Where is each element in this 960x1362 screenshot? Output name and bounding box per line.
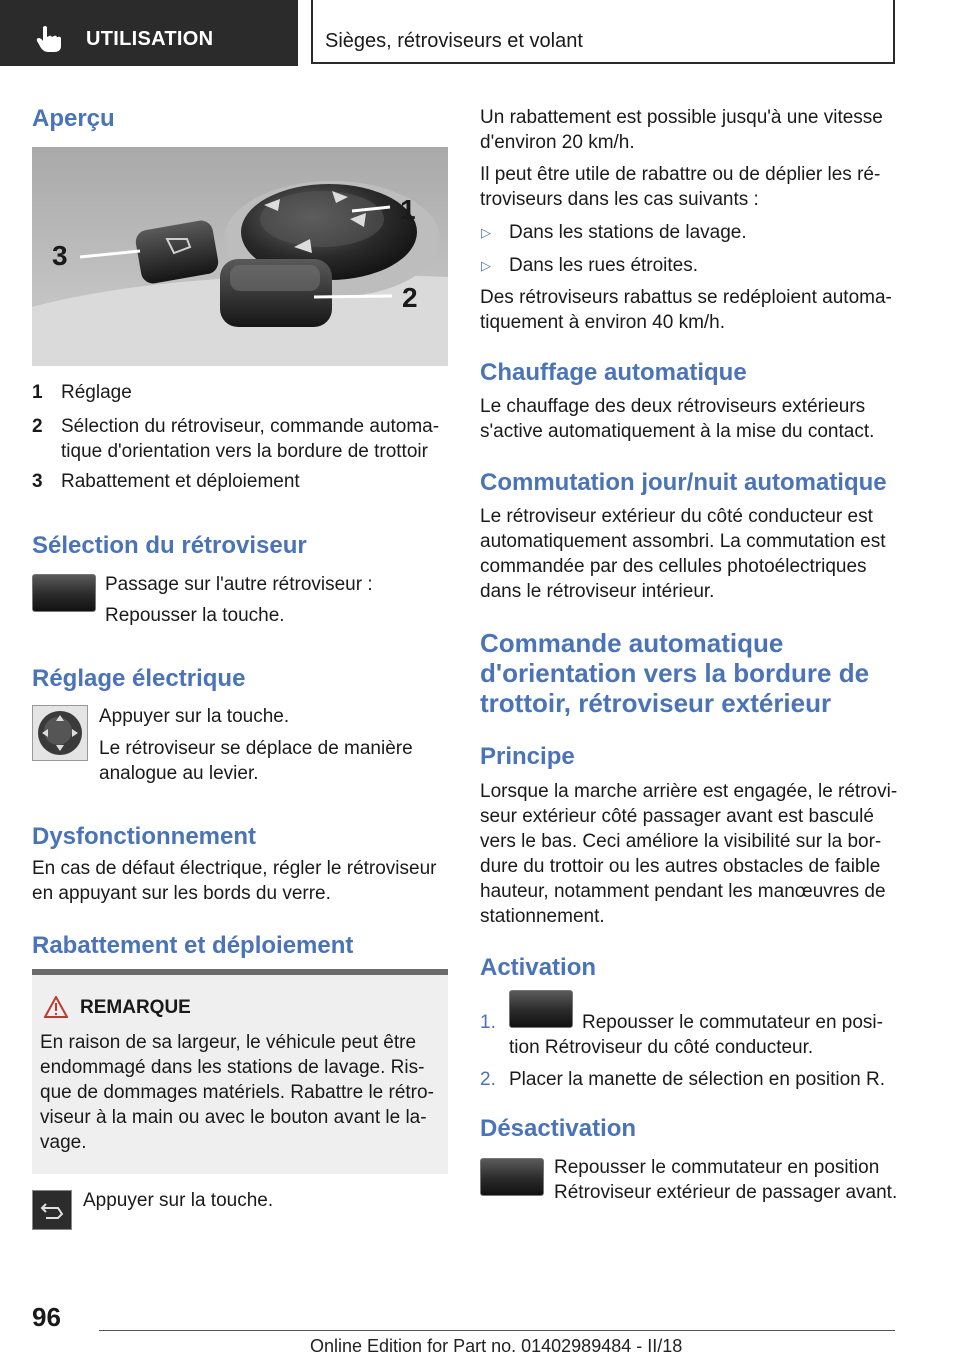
principe-line-4: dure du trottoir ou les autres obstacles de faible <box>480 856 881 877</box>
intro-line-1: Un rabattement est possible jusqu'à une vitesse <box>480 107 883 128</box>
legend-num-2: 2 <box>32 416 43 437</box>
legend-text-1: Réglage <box>61 382 132 403</box>
apercu-heading: Aperçu <box>32 105 115 132</box>
principe-line-2: seur extérieur côté passager avant est basculé <box>480 806 874 827</box>
deactivation-line-2: Rétroviseur extérieur de passager avant. <box>554 1182 898 1203</box>
bullet-triangle-icon: ▷ <box>481 258 491 273</box>
figure-label-1: 1 <box>400 194 416 225</box>
note-title: REMARQUE <box>80 997 191 1018</box>
header-chapter-title: Sièges, rétroviseurs et volant <box>325 30 583 52</box>
intro-line-2: d'environ 20 km/h. <box>480 132 635 153</box>
deactivation-heading: Désactivation <box>480 1115 637 1142</box>
curb-heading-line-2: d'orientation vers la bordure de <box>480 658 870 688</box>
heating-heading: Chauffage automatique <box>480 359 747 386</box>
activation-step-2: Placer la manette de sélection en position R. <box>509 1069 885 1090</box>
legend-text-2b: tique d'orientation vers la bordure de trottoir <box>61 441 428 462</box>
redeploy-line-2: tiquement à environ 40 km/h. <box>480 312 726 333</box>
bullet-2: Dans les rues étroites. <box>509 255 699 276</box>
activation-step-num-1: 1. <box>480 1012 496 1033</box>
principe-line-5: hauteur, notamment pendant les manœuvres de <box>480 881 886 902</box>
rabattement-heading: Rabattement et déploiement <box>32 932 354 959</box>
note-line-4: viseur à la main ou avec le bouton avant le la- <box>40 1107 427 1128</box>
header-section-title: UTILISATION <box>86 28 214 50</box>
note-line-3: que de dommages matériels. Rabattre le rétro- <box>40 1082 434 1103</box>
joystick-button-icon <box>32 705 88 761</box>
dysf-text-2: en appuyant sur les bords du verre. <box>32 883 331 904</box>
activation-step-1b: tion Rétroviseur du côté conducteur. <box>509 1037 814 1058</box>
page-number: 96 <box>32 1302 61 1332</box>
bullet-1: Dans les stations de lavage. <box>509 222 747 243</box>
mirror-select-button-icon <box>509 990 573 1028</box>
press-button-text: Appuyer sur la touche. <box>83 1190 274 1211</box>
heating-line-2: s'active automatiquement à la mise du contact. <box>480 421 875 442</box>
curb-heading-line-3: trottoir, rétroviseur extérieur <box>480 688 832 718</box>
legend-text-2a: Sélection du rétroviseur, commande automa- <box>61 416 440 437</box>
useful-line-1: Il peut être utile de rabattre ou de déplier les ré- <box>480 164 881 185</box>
note-line-1: En raison de sa largeur, le véhicule peut être <box>40 1032 417 1053</box>
redeploy-line-1: Des rétroviseurs rabattus se redéploient automa- <box>480 287 892 308</box>
principe-line-6: stationnement. <box>480 906 605 927</box>
daynight-line-4: dans le rétroviseur intérieur. <box>480 581 715 602</box>
reglage-heading: Réglage électrique <box>32 665 246 692</box>
reglage-text-1: Appuyer sur la touche. <box>99 706 290 727</box>
note-line-5: vage. <box>40 1132 87 1153</box>
curb-heading-line-1: Commande automatique <box>480 628 784 658</box>
useful-line-2: troviseurs dans les cas suivants : <box>480 189 759 210</box>
principe-line-3: vers le bas. Ceci améliore la visibilité sur la bor- <box>480 831 882 852</box>
legend-num-1: 1 <box>32 382 43 403</box>
reglage-text-2b: analogue au levier. <box>99 763 259 784</box>
figure-label-3: 3 <box>52 240 68 271</box>
principe-heading: Principe <box>480 743 575 770</box>
mirror-select-button-icon <box>480 1158 544 1196</box>
mirror-controls-figure <box>32 147 448 366</box>
footer-rule <box>99 1330 895 1331</box>
principe-line-1: Lorsque la marche arrière est engagée, le rétrovi- <box>480 781 898 802</box>
warning-triangle-icon <box>44 996 68 1018</box>
activation-step-num-2: 2. <box>480 1069 496 1090</box>
deactivation-line-1: Repousser le commutateur en position <box>554 1157 880 1178</box>
daynight-line-2: automatiquement assombri. La commutation est <box>480 531 886 552</box>
heating-line-1: Le chauffage des deux rétroviseurs extérieurs <box>480 396 866 417</box>
daynight-line-3: commandée par des cellules photoélectriques <box>480 556 867 577</box>
activation-heading: Activation <box>480 954 597 981</box>
legend-text-3: Rabattement et déploiement <box>61 471 300 492</box>
legend-num-3: 3 <box>32 471 43 492</box>
footer-edition: Online Edition for Part no. 01402989484 - II/18 <box>310 1336 683 1356</box>
bullet-triangle-icon: ▷ <box>481 225 491 240</box>
dysfonctionnement-heading: Dysfonctionnement <box>32 823 257 850</box>
activation-step-1a: Repousser le commutateur en posi- <box>582 1012 883 1033</box>
selection-heading: Sélection du rétroviseur <box>32 532 307 559</box>
mirror-select-button-icon <box>32 574 96 612</box>
dysf-text-1: En cas de défaut électrique, régler le rétroviseur <box>32 858 437 879</box>
daynight-heading: Commutation jour/nuit automatique <box>480 469 887 496</box>
hand-pointer-icon <box>34 24 64 54</box>
note-line-2: endommagé dans les stations de lavage. Ris- <box>40 1057 425 1078</box>
selection-text-2: Repousser la touche. <box>105 605 285 626</box>
fold-mirror-button-icon <box>32 1190 72 1230</box>
selection-text-1: Passage sur l'autre rétroviseur : <box>105 574 373 595</box>
figure-label-2: 2 <box>402 282 418 313</box>
reglage-text-2a: Le rétroviseur se déplace de manière <box>99 738 413 759</box>
daynight-line-1: Le rétroviseur extérieur du côté conducteur est <box>480 506 873 527</box>
